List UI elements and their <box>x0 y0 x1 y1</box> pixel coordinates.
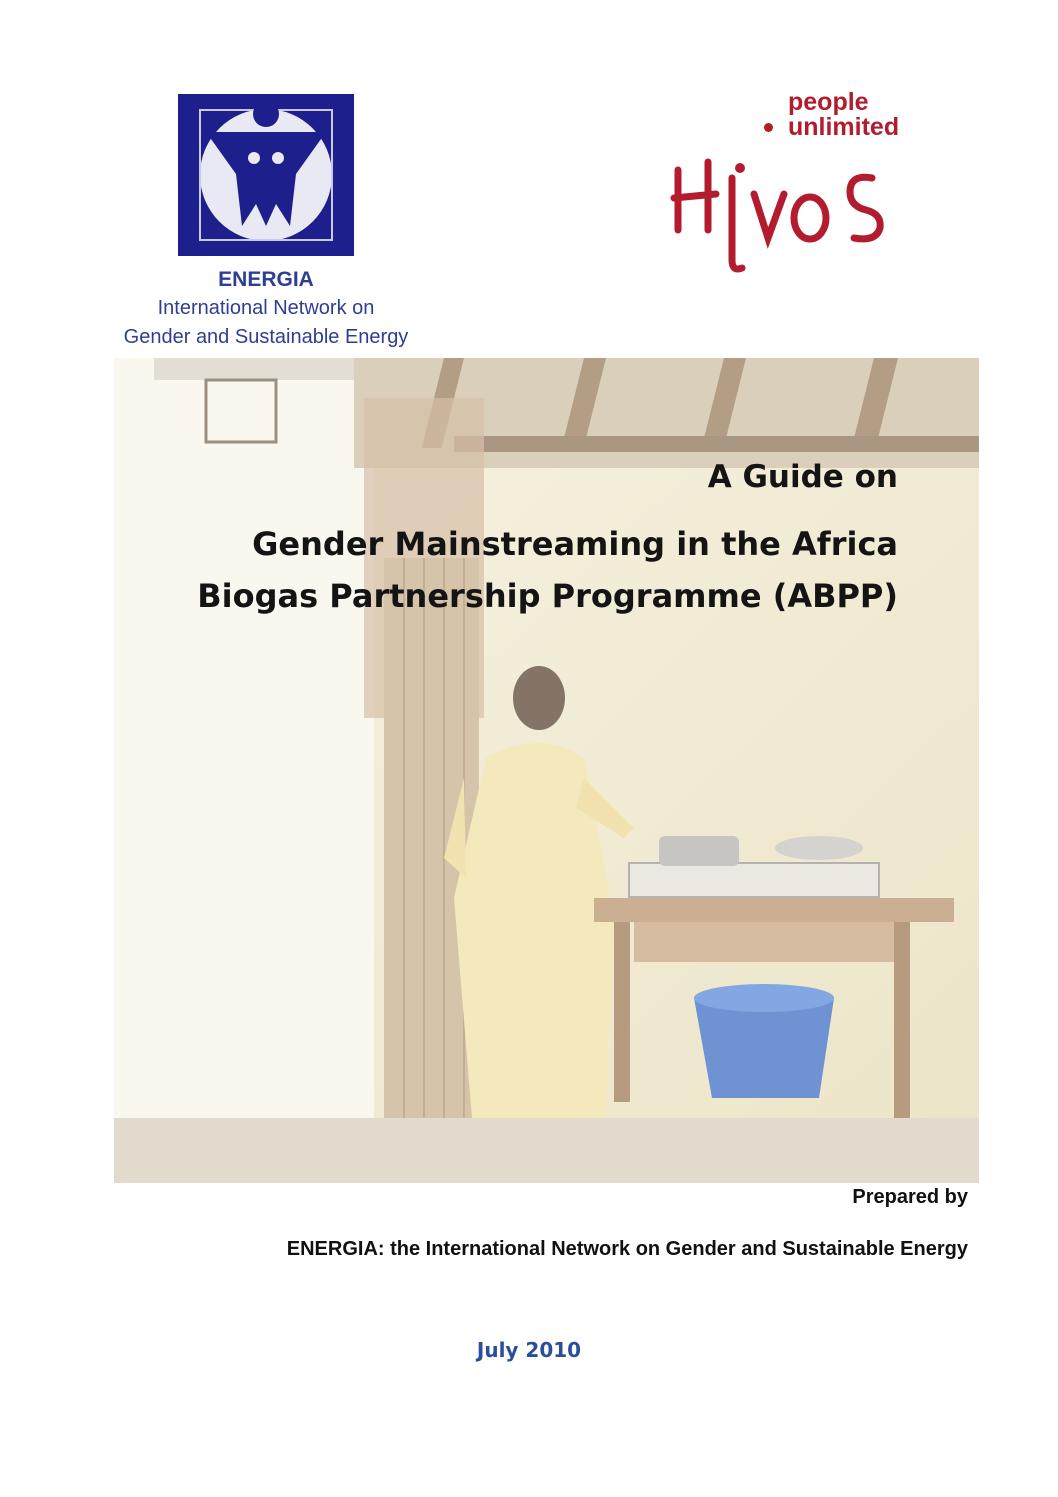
title-line-2: Gender Mainstreaming in the Africa <box>252 525 898 563</box>
energia-subtitle-2: Gender and Sustainable Energy <box>123 326 409 348</box>
hivos-logo <box>668 90 938 280</box>
title-line-3: Biogas Partnership Programme (ABPP) <box>197 577 898 615</box>
energia-logo <box>178 94 354 256</box>
energia-name: ENERGIA <box>218 268 314 291</box>
prepared-by-label: Prepared by <box>852 1186 968 1208</box>
hivos-wordmark-icon <box>668 90 938 280</box>
title-line-1: A Guide on <box>707 459 898 495</box>
hivos-tagline-1: people <box>788 88 869 116</box>
energia-subtitle-1: International Network on <box>157 297 375 319</box>
publication-date: July 2010 <box>476 1338 582 1362</box>
cover-title <box>197 456 898 622</box>
hivos-tagline-2: unlimited <box>788 113 900 141</box>
prepared-by-organization: ENERGIA: the International Network on Gender and Sustainable Energy <box>286 1238 968 1260</box>
energia-caption <box>100 266 432 352</box>
